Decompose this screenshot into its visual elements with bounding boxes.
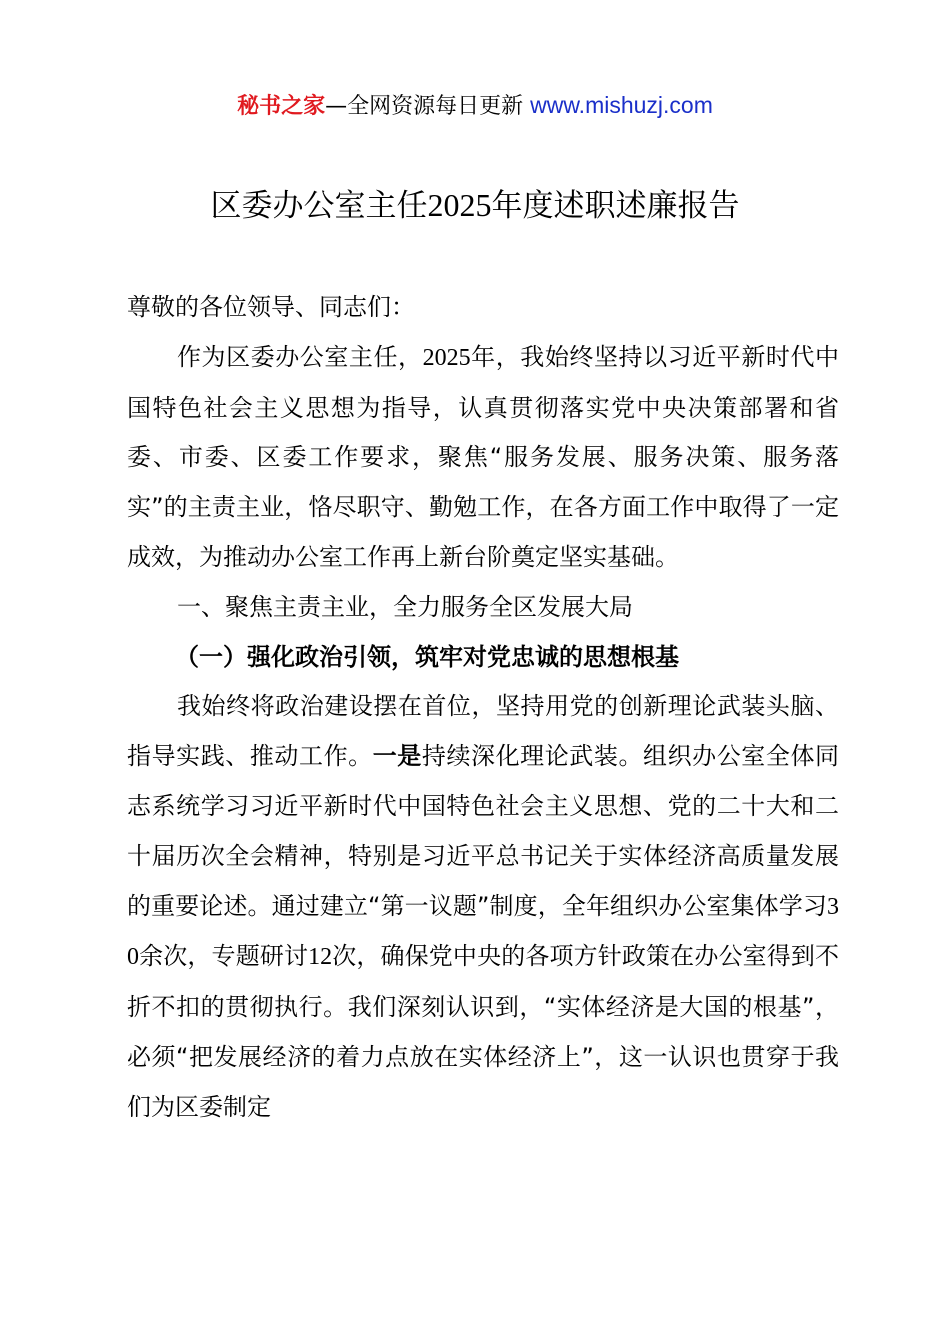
intro-part1: 作为区委办公室主任， (177, 342, 423, 371)
intro-year: 2025 (422, 344, 471, 371)
para2-bold-marker: 一是 (372, 742, 422, 771)
site-header (0, 88, 950, 124)
para2-part1: 我始终将政治建设摆在首位，坚持用党的创新理论武装头脑、指导实践、推动工作。 (127, 692, 839, 771)
subsection-heading-1: （一）强化政治引领，筑牢对党忠诚的思想根基 (175, 642, 679, 671)
intro-paragraph (127, 333, 839, 583)
document-body (127, 283, 839, 1133)
para2-num1: 30 (127, 893, 839, 971)
site-url-link[interactable]: www.mishuzj.com (530, 92, 713, 118)
title-suffix: 年度述职述廉报告 (491, 188, 740, 224)
title-year: 2025 (427, 187, 492, 223)
para2-part2: 持续深化理论武装。组织办公室全体同志系统学习习近平新时代中国特色社会主义思想、党的二十大和二十届历次全会精神，特别是习近平总书记关于实体经济高质量发展的重要论述。通过建立“第一议题”制度，全年组织办公室集体学习 (127, 742, 840, 920)
salutation: 尊敬的各位领导、同志们： (127, 293, 415, 321)
para2-part4: 次，确保党中央的各项方针政策在办公室得到不折不扣的贯彻执行。我们深刻认识到，“实体经济是大国的根基”，必须“把发展经济的着力点放在实体经济上”，这一认识也贯穿于我们为区委制定 (127, 942, 840, 1121)
intro-part2: 年，我始终坚持以习近平新时代中国特色社会主义思想为指导，认真贯彻落实党中央决策部署和省委、市委、区委工作要求，聚焦“服务发展、服务决策、服务落实”的主责主业，恪尽职守、勤勉工作，在各方面工作中取得了一定成效，为推动办公室工作再上新台阶奠定坚实基础。 (127, 342, 840, 571)
para2-part3: 余次，专题研讨 (139, 942, 309, 971)
para2-num2: 12 (308, 944, 333, 971)
document-title (0, 182, 950, 229)
title-prefix: 区委办公室主任 (210, 188, 428, 224)
section-heading-1: 一、聚焦主责主业，全力服务全区发展大局 (177, 592, 633, 621)
brand-name: 秘书之家 (237, 94, 326, 119)
body-paragraph-2 (127, 682, 839, 1132)
header-tagline: —全网资源每日更新 (325, 94, 531, 119)
